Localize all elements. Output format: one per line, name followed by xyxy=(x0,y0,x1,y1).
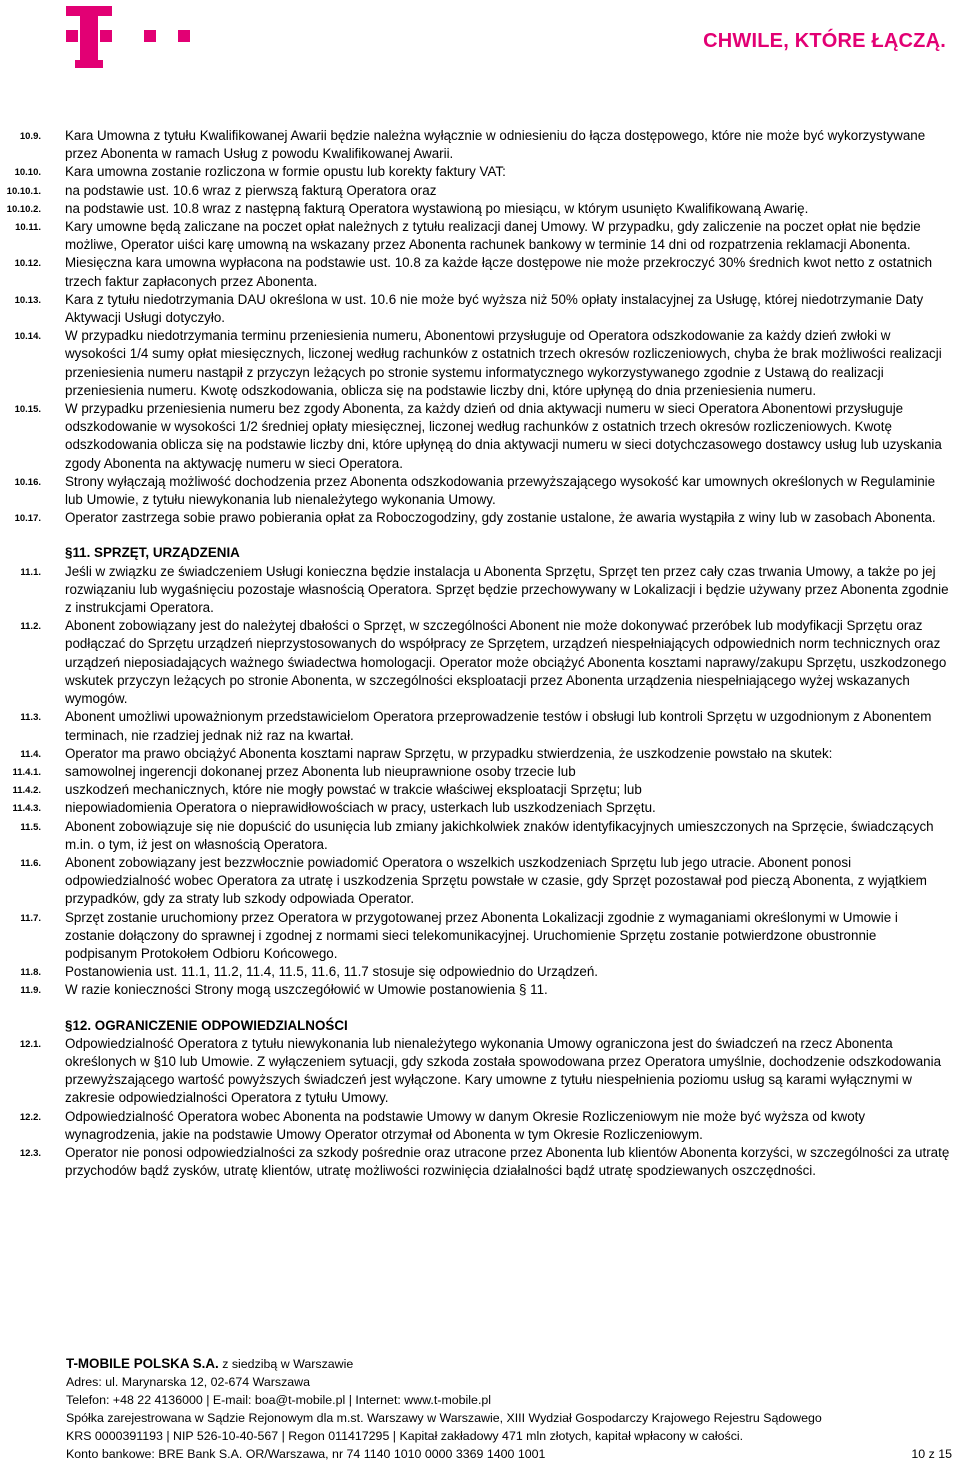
clause xyxy=(0,400,960,473)
clause-number: 10.15. xyxy=(14,404,41,416)
logo-t-stem xyxy=(80,6,98,68)
logo-square-3 xyxy=(144,30,156,42)
clause-number: 12.3. xyxy=(19,1147,41,1159)
clause xyxy=(0,473,960,509)
clause-number: 11.3. xyxy=(20,712,41,724)
page-number: 10 z 15 xyxy=(911,1447,952,1462)
clause-number: 10.17. xyxy=(14,513,41,525)
footer-address: Adres: ul. Marynarska 12, 02-674 Warszawa xyxy=(66,1375,311,1390)
clause-text: na podstawie ust. 10.8 wraz z następną fakturą Operatora wystawioną po miesiącu, w którym usunięto Kwalifikowaną Awarię. xyxy=(65,200,809,216)
clause xyxy=(0,909,960,964)
clause xyxy=(0,818,960,854)
clause-number: 10.10.1. xyxy=(6,185,41,197)
clause xyxy=(0,327,960,400)
clause-text: samowolnej ingerencji dokonanej przez Abonenta lub nieuprawnione osoby trzecie lub xyxy=(65,763,576,779)
clause xyxy=(0,254,960,290)
document-body xyxy=(0,127,960,1180)
clause-text: Miesięczna kara umowna wypłacona na podstawie ust. 10.8 za każde łącze dostępowe nie może przekroczyć 30% średnich kwot netto z ostatnich trzech faktur zapłaconych przez Abonenta. xyxy=(65,255,933,289)
clause-text: Abonent zobowiązany jest bezzwłocznie powiadomić Operatora o wszelkich uszkodzeniach Sprzętu lub jego utracie. Abonent ponosi odpowiedzialność wobec Operatora za utratę i uszkodzenia Sprzętu powstałe w czasie, gdy Sprzęt pozostawał pod pieczą Abonenta, z wyjątkiem przypadków, gdy za straty lub szkody odpowiada Operator. xyxy=(65,854,927,907)
clause-number: 12.2. xyxy=(19,1111,41,1123)
slogan: CHWILE, KTÓRE ŁĄCZĄ. xyxy=(703,30,946,52)
t-mobile-logo xyxy=(66,6,196,68)
section-heading: §11. SPRZĘT, URZĄDZENIA xyxy=(65,545,240,561)
clause xyxy=(0,182,960,200)
clause-text: Operator zastrzega sobie prawo pobierania opłat za Roboczogodziny, gdy zostanie ustalone, że awaria wystąpiła z winy lub w zasobach Abonenta. xyxy=(65,510,936,526)
clause xyxy=(0,291,960,327)
clause-number: 11.2. xyxy=(20,621,41,633)
clause-number: 10.16. xyxy=(14,476,41,488)
clause xyxy=(0,763,960,781)
clause-number: 11.7. xyxy=(20,912,41,924)
footer-bank: Konto bankowe: BRE Bank S.A. OR/Warszawa, nr 74 1140 1010 0000 3369 1400 1001 xyxy=(66,1447,546,1462)
footer-registry: Spółka zarejestrowana w Sądzie Rejonowym dla m.st. Warszawy w Warszawie, XIII Wydział Gospodarczy Krajowego Rejestru Sądowego xyxy=(66,1411,822,1426)
clause-number: 10.11. xyxy=(15,222,41,234)
clause-text: Odpowiedzialność Operatora wobec Abonenta na podstawie Umowy w danym Okresie Rozliczeniowym nie może być wyższa od kwoty wynagrodzenia, jakie na podstawie Umowy Operator otrzymał od Abonenta w tym Okresie Rozliczeniowym. xyxy=(65,1108,866,1142)
clause xyxy=(0,1144,960,1180)
clause xyxy=(0,1108,960,1144)
logo-square-4 xyxy=(178,30,190,42)
clause xyxy=(0,563,960,618)
logo-t-base xyxy=(75,60,103,68)
footer-bank-row xyxy=(66,1445,952,1463)
clause-number: 10.9. xyxy=(19,131,41,142)
clause xyxy=(0,163,960,181)
clause-text: W razie konieczności Strony mogą uszczegółowić w Umowie postanowienia § 11. xyxy=(65,982,548,998)
clause-text: W przypadku przeniesienia numeru bez zgody Abonenta, za każdy dzień od dnia aktywacji numeru w sieci Operatora Abonentowi przysługuje odszkodowanie w wysokości 1/2 średniej opłaty miesięcznej, liczonej według rachunków z ostatnich trzech okresów rozliczeniowych. Kwotę odszkodowania oblicza się na podstawie liczby dni, które upłynęą do dnia aktywacji numeru w sieci dotychczasowego dostawcy usług lub uzyskania zgody Abonenta na aktywację numeru w sieci Operatora. xyxy=(65,401,942,471)
footer-company xyxy=(66,1355,952,1373)
clause xyxy=(0,509,960,527)
clause-text: Sprzęt zostanie uruchomiony przez Operatora w przygotowanej przez Abonenta Lokalizacji zgodnie z wymaganiami określonymi w Umowie i zostanie dołączony do sprawnej i zgodnej z normami sieci telekomunikacyjnej. Uruchomienie Sprzętu zostanie potwierdzone obustronnie podpisanym Protokołem Odbioru Końcowego. xyxy=(65,909,898,961)
clause xyxy=(0,127,960,163)
clause xyxy=(0,617,960,708)
clause xyxy=(0,745,960,763)
clause xyxy=(0,218,960,254)
clause xyxy=(0,781,960,799)
section-heading: §12. OGRANICZENIE ODPOWIEDZIALNOŚCI xyxy=(65,1017,348,1033)
clause xyxy=(0,1035,960,1108)
clause-text: Abonent zobowiązany jest do należytej dbałości o Sprzęt, w szczególności Abonent nie może dokonywać przeróbek lub modyfikacji Sprzętu oraz podłączać do Sprzętu urządzeń nieprzystosowanych do współpracy ze Sprzętem, urządzeń niespełniających odpowiednich norm technicznych oraz urządzeń nieposiadających ważnego świadectwa homologacji. Operator może obciążyć Abonenta kosztami naprawy/zakupu Sprzętu, uszkodzonego wskutek przyczyn leżących po stronie Abonenta, w szczególności eksploatacji przez Abonenta urządzenia niespełniającego wyżej wskazanych wymogów. xyxy=(65,618,947,707)
clause-text: Operator ma prawo obciążyć Abonenta kosztami napraw Sprzętu, w przypadku stwierdzenia, że uszkodzenie powstało na skutek: xyxy=(65,745,833,761)
clause-number: 11.4.2. xyxy=(12,785,41,797)
footer-contact: Telefon: +48 22 4136000 | E-mail: boa@t-mobile.pl | Internet: www.t-mobile.pl xyxy=(66,1393,492,1408)
clause-number: 10.13. xyxy=(14,294,41,306)
clause-number: 10.12. xyxy=(14,258,41,270)
clause xyxy=(0,963,960,981)
clause-text: Kara Umowna z tytułu Kwalifikowanej Awarii będzie należna wyłącznie w odniesieniu do łącza dostępowego, które nie może być wykorzystywane przez Abonenta w ramach Usług z powodu Kwalifikowanej Awarii. xyxy=(65,128,926,162)
clause xyxy=(0,200,960,218)
clause-text: Operator nie ponosi odpowiedzialności za szkody pośrednie oraz utracone przez Abonenta lub klientów Abonenta korzyści, w szczególności za utratę przychodów bądź zysków, utratę klientów, utratę możliwości rozwinięcia działalności bądź utratę spodziewanych oszczędności. xyxy=(65,1144,950,1179)
company-seat: z siedzibą w Warszawie xyxy=(218,1357,354,1371)
clause-number: 11.9. xyxy=(20,985,41,997)
clause-text: Abonent zobowiązuje się nie dopuścić do usunięcia lub zmiany jakichkolwiek znaków identyfikacyjnych umieszczonych na Sprzęcie, świadczących m.in. o tym, iż jest on własnością Operatora. xyxy=(65,818,934,852)
clause xyxy=(0,708,960,744)
clause-number: 11.4.1. xyxy=(12,766,41,778)
footer-ids: KRS 0000391193 | NIP 526-10-40-567 | Regon 011417295 | Kapitał zakładowy 471 mln złotych, kapitał wpłacony w całości. xyxy=(66,1429,744,1444)
clause-text: Kara z tytułu niedotrzymania DAU określona w ust. 10.6 nie może być wyższa niż 50% opłaty instalacyjnej za Usługę, której niedotrzymanie Daty Aktywacji Usługi dotyczyło. xyxy=(65,291,924,326)
clause-text: Abonent umożliwi upoważnionym przedstawicielom Operatora przeprowadzenie testów i obsługi lub kontroli Sprzętu w uzgodnionym z Abonentem terminach, nie rzadziej jednak niż raz na kwartał. xyxy=(65,709,932,743)
clause xyxy=(0,799,960,817)
clause-number: 11.1. xyxy=(20,566,41,578)
logo-square-2 xyxy=(100,30,112,42)
clause-number: 11.4.3. xyxy=(12,803,41,815)
clause-number: 11.6. xyxy=(20,857,41,869)
logo-square-1 xyxy=(66,30,78,42)
clause-text: Postanowienia ust. 11.1, 11.2, 11.4, 11.5, 11.6, 11.7 stosuje się odpowiednio do Urządzeń. xyxy=(65,964,598,980)
clause-text: Kara umowna zostanie rozliczona w formie opustu lub korekty faktury VAT: xyxy=(65,164,506,180)
clause-number: 11.8. xyxy=(20,967,41,979)
footer xyxy=(66,1355,952,1464)
clause-number: 11.5. xyxy=(20,821,41,833)
clause-text: na podstawie ust. 10.6 wraz z pierwszą fakturą Operatora oraz xyxy=(65,182,437,198)
clause-text: Odpowiedzialność Operatora z tytułu niewykonania lub nienależytego wykonania Umowy ograniczona jest do świadczeń na rzecz Abonenta określonych w §10 lub Umowie. Z wyłączeniem sytuacji, gdy szkoda została spowodowana przez Operatora umyślnie, dochodzenie odszkodowania przewyższającego wartość powyższych świadczeń jest wyłączone. Kary umowne z tytułu niespełnienia poziomu usług są karami wyłącznymi w zakresie odpowiedzialności Operatora z tytułu Umowy. xyxy=(65,1035,942,1106)
clause-number: 12.1. xyxy=(19,1038,41,1050)
company-name: T-MOBILE POLSKA S.A. xyxy=(66,1356,219,1371)
clause xyxy=(0,981,960,999)
clause xyxy=(0,854,960,909)
clause-number: 10.10. xyxy=(14,167,41,179)
clause-number: 11.4. xyxy=(20,748,41,760)
clause-number: 10.14. xyxy=(14,331,41,343)
clause-text: niepowiadomienia Operatora o nieprawidłowościach w pracy, usterkach lub uszkodzeniach Sprzętu. xyxy=(65,800,656,816)
clause-text: uszkodzeń mechanicznych, które nie mogły powstać w trakcie właściwej eksploatacji Sprzętu; lub xyxy=(65,782,642,798)
clause-text: Kary umowne będą zaliczane na poczet opłat należnych z tytułu realizacji danej Umowy. W przypadku, gdy zaliczenie na poczet opłat nie będzie możliwe, Operator uiści karę umowną na wskazany przez Abonenta rachunek bankowy w terminie 14 dni od rozpatrzenia reklamacji Abonenta. xyxy=(65,219,921,253)
clause-text: Strony wyłączają możliwość dochodzenia przez Abonenta odszkodowania przewyższającego wysokość kar umownych określonych w Regulaminie lub Umowie, z tytułu niewykonania lub nienależytego wykonania Umowy. xyxy=(65,473,936,508)
clause-text: W przypadku niedotrzymania terminu przeniesienia numeru, Abonentowi przysługuje od Operatora odszkodowanie za każdy dzień zwłoki w wysokości 1/4 sumy opłat miesięcznych, liczonej według rachunków z ostatnich trzech okresów rozliczeniowych, chyba że brak możliwości realizacji przeniesienia numeru nastąpił z przyczyn leżących po stronie systemu informatycznego wykorzystywanego zgodnie z Ustawą do realizacji przeniesienia numeru. Kwotę odszkodowania, oblicza się na podstawie liczby dni, które upłynęą do dnia przeniesienia numeru. xyxy=(65,328,942,398)
clause-text: Jeśli w związku ze świadczeniem Usługi konieczna będzie instalacja u Abonenta Sprzętu, Sprzęt ten przez cały czas trwania Umowy, a także po jej rozwiązaniu lub wygaśnięciu pozostaje własnością Operatora. Sprzęt będzie przechowywany w Lokalizacji i będzie używany przez Abonenta zgodnie z instrukcjami Operatora. xyxy=(65,563,949,616)
clause-number: 10.10.2. xyxy=(6,203,41,215)
